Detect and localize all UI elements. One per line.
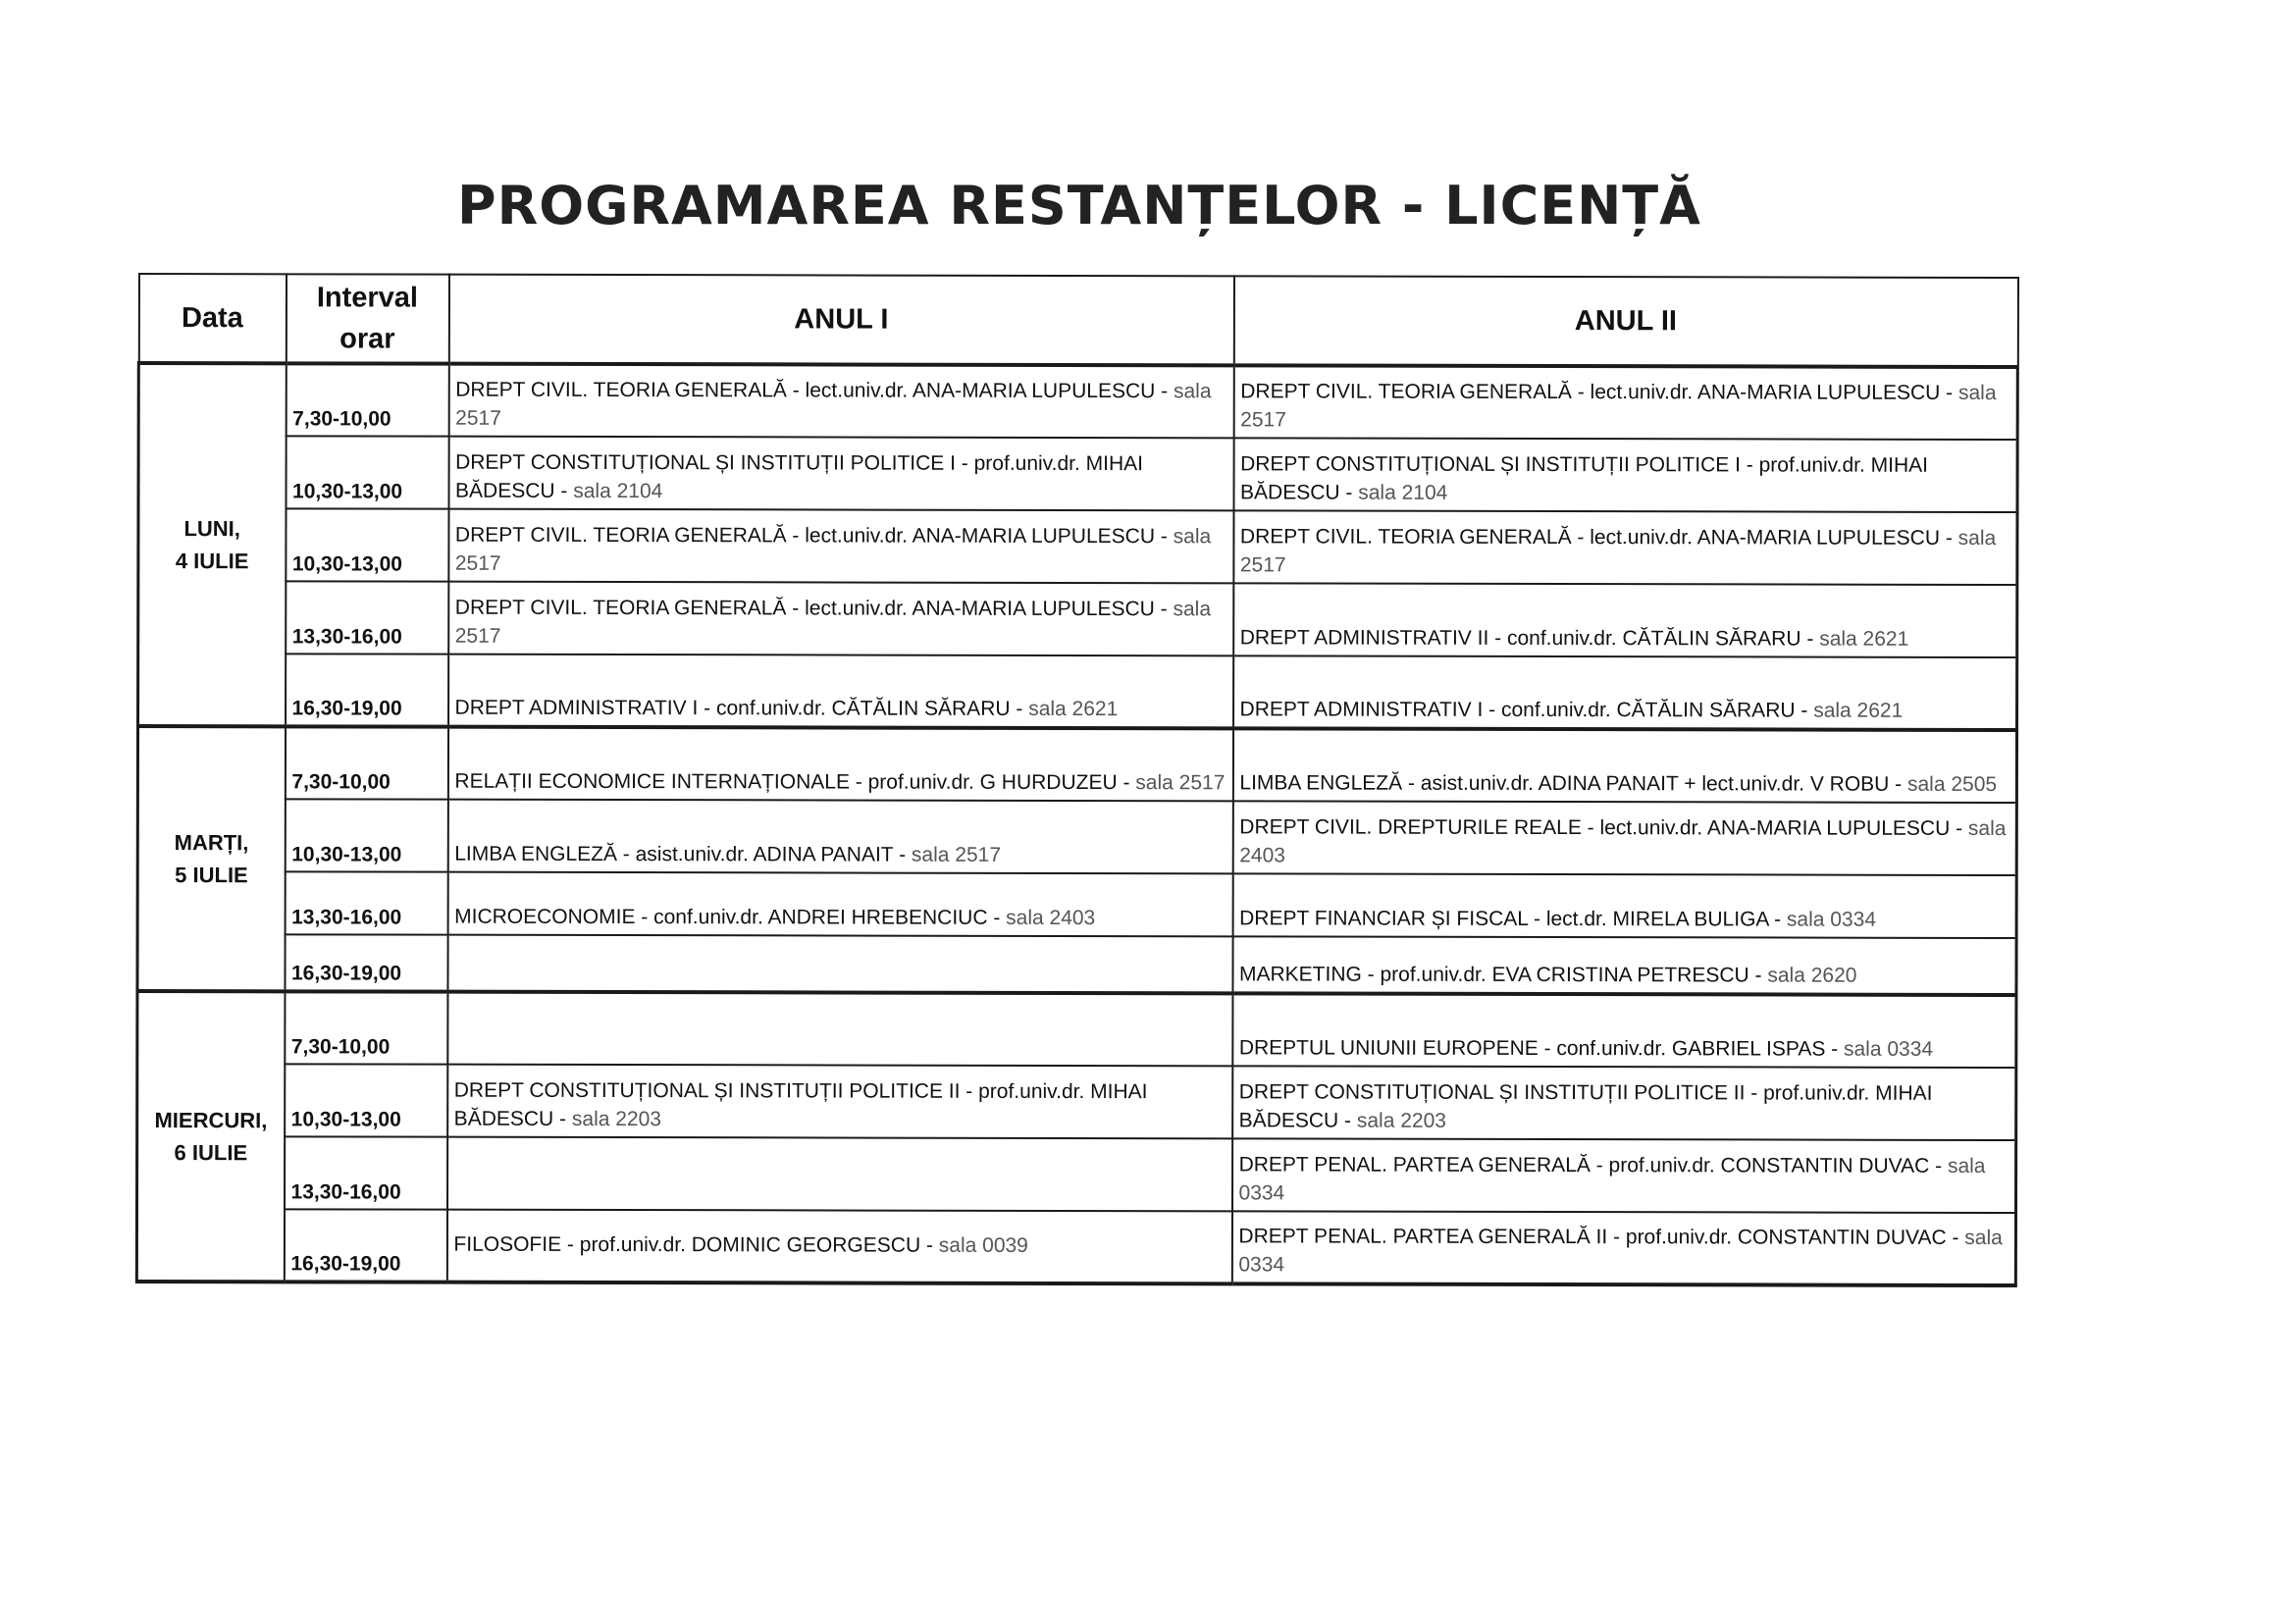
- course-year-2: [1231, 1211, 2015, 1285]
- date-cell: [137, 726, 286, 991]
- course-text: RELAȚII ECONOMICE INTERNAȚIONALE - prof.univ.dr. G HURDUZEU -: [454, 769, 1130, 795]
- course-year-2: [1232, 936, 2016, 995]
- room: sala 2517: [1240, 381, 1997, 432]
- course-year-1: [447, 800, 1232, 874]
- course-year-2: [1232, 993, 2016, 1068]
- header-year-1: ANUL I: [448, 275, 1233, 366]
- course-year-1: [447, 992, 1232, 1067]
- course-text: DREPT CIVIL. TEORIA GENERALĂ - lect.univ.dr. ANA-MARIA LUPULESCU -: [454, 523, 1168, 549]
- room: sala 2517: [1135, 771, 1226, 795]
- time-slot: 7,30-10,00: [285, 726, 447, 799]
- course-text: DREPT CIVIL. TEORIA GENERALĂ - lect.univ.dr. ANA-MARIA LUPULESCU -: [455, 378, 1169, 403]
- course-text: DREPT PENAL. PARTEA GENERALĂ II - prof.univ.dr. CONSTANTIN DUVAC -: [1238, 1225, 1959, 1249]
- course-year-1: [447, 727, 1232, 802]
- exam-schedule-table: [135, 273, 2019, 1287]
- table-row: [138, 508, 2017, 585]
- table-row: [137, 871, 2016, 938]
- course-year-1: [448, 509, 1233, 584]
- room: sala 2203: [1356, 1109, 1446, 1132]
- room: sala 2621: [1813, 699, 1904, 722]
- date-cell: [136, 991, 285, 1282]
- page-title: PROGRAMAREA RESTANȚELOR - LICENȚĂ: [457, 175, 1701, 236]
- day-group-tuesday: [137, 726, 2017, 995]
- course-year-2: [1233, 438, 2017, 512]
- day-label: MARȚI,: [174, 830, 249, 856]
- day-date: 6 IULIE: [174, 1140, 248, 1166]
- course-year-1: [447, 1065, 1232, 1139]
- table-header: [138, 274, 2017, 367]
- day-date: 4 IULIE: [175, 549, 249, 574]
- time-slot: 13,30-16,00: [286, 581, 448, 654]
- table-row: [137, 934, 2016, 995]
- room: sala 2621: [1819, 627, 1909, 651]
- course-text: DREPT ADMINISTRATIV II - conf.univ.dr. CĂTĂLIN SĂRARU -: [1239, 626, 1814, 651]
- course-text: DREPT CIVIL. DREPTURILE REALE - lect.univ.dr. ANA-MARIA LUPULESCU -: [1239, 815, 1963, 840]
- table-row: [137, 799, 2016, 875]
- course-text: FILOSOFIE - prof.univ.dr. DOMINIC GEORGESCU -: [453, 1232, 933, 1257]
- course-year-1: [448, 364, 1233, 439]
- course-year-2: [1231, 1138, 2015, 1213]
- course-text: DREPT ADMINISTRATIV I - conf.univ.dr. CĂTĂLIN SĂRARU -: [454, 696, 1023, 720]
- table-row: [138, 581, 2017, 657]
- date-cell: [138, 363, 287, 726]
- table-row: [138, 363, 2017, 440]
- day-label: LUNI,: [183, 516, 240, 542]
- course-year-1: [447, 1137, 1232, 1212]
- header-year-2: ANUL II: [1233, 276, 2017, 367]
- time-slot: 13,30-16,00: [285, 871, 447, 934]
- course-text: LIMBA ENGLEZĂ - asist.univ.dr. ADINA PANAIT -: [454, 842, 907, 866]
- room: sala 2403: [1006, 906, 1096, 930]
- time-slot: 13,30-16,00: [285, 1136, 447, 1209]
- day-date: 5 IULIE: [175, 863, 248, 888]
- time-slot: 16,30-19,00: [285, 934, 447, 991]
- room: sala 0334: [1238, 1154, 1986, 1205]
- day-group-wednesday: [136, 991, 2016, 1285]
- course-year-2: [1232, 728, 2016, 803]
- time-slot: 16,30-19,00: [286, 654, 448, 726]
- course-text: DREPT PENAL. PARTEA GENERALĂ - prof.univ.dr. CONSTANTIN DUVAC -: [1238, 1153, 1943, 1178]
- time-slot: 10,30-13,00: [285, 799, 447, 871]
- course-year-2: [1232, 801, 2016, 875]
- room: sala 0334: [1843, 1037, 1934, 1061]
- header-time-interval: Interval orar: [286, 274, 448, 363]
- room: sala 2104: [573, 479, 663, 503]
- room: sala 2517: [1239, 526, 1997, 577]
- room: sala 2620: [1767, 964, 1857, 987]
- room: sala 2403: [1239, 816, 2007, 867]
- room: sala 2517: [454, 525, 1212, 575]
- course-year-2: [1233, 583, 2017, 657]
- time-slot: 10,30-13,00: [286, 436, 448, 508]
- room: sala 2517: [454, 598, 1212, 648]
- course-text: DREPTUL UNIUNII EUROPENE - conf.univ.dr. GABRIEL ISPAS -: [1238, 1036, 1839, 1061]
- course-text: DREPT CIVIL. TEORIA GENERALĂ - lect.univ.dr. ANA-MARIA LUPULESCU -: [1239, 525, 1953, 550]
- course-year-1: [447, 935, 1232, 994]
- room: sala 2517: [455, 380, 1212, 430]
- course-year-1: [448, 654, 1233, 729]
- room: sala 2517: [911, 843, 1002, 866]
- course-text: DREPT CONSTITUȚIONAL ȘI INSTITUȚII POLITICE II - prof.univ.dr. MIHAI BĂDESCU -: [1238, 1080, 1933, 1132]
- table-row: [137, 991, 2016, 1068]
- course-year-1: [447, 872, 1232, 937]
- course-year-1: [446, 1210, 1231, 1284]
- table-row: [137, 1064, 2016, 1140]
- course-year-2: [1233, 510, 2017, 585]
- course-year-2: [1233, 655, 2017, 730]
- time-slot: 10,30-13,00: [285, 1064, 447, 1136]
- room: sala 0039: [938, 1233, 1028, 1257]
- course-text: DREPT CIVIL. TEORIA GENERALĂ - lect.univ.dr. ANA-MARIA LUPULESCU -: [454, 596, 1168, 621]
- course-text: LIMBA ENGLEZĂ - asist.univ.dr. ADINA PANAIT + lect.univ.dr. V ROBU -: [1239, 771, 1903, 796]
- table-row: [136, 1209, 2015, 1285]
- course-year-2: [1232, 1066, 2016, 1140]
- room: sala 2203: [571, 1107, 661, 1131]
- time-slot: 10,30-13,00: [286, 508, 448, 581]
- course-text: MICROECONOMIE - conf.univ.dr. ANDREI HREBENCIUC -: [454, 905, 1001, 929]
- table-row: [137, 726, 2016, 803]
- table-row: [138, 436, 2017, 512]
- room: sala 0334: [1786, 908, 1877, 931]
- table-row: [137, 1136, 2016, 1213]
- time-slot: 7,30-10,00: [285, 991, 447, 1064]
- course-text: DREPT CIVIL. TEORIA GENERALĂ - lect.univ.dr. ANA-MARIA LUPULESCU -: [1240, 380, 1954, 404]
- course-year-1: [448, 582, 1233, 656]
- header-date: Data: [138, 274, 286, 363]
- room: sala 2621: [1028, 697, 1119, 721]
- course-year-2: [1233, 365, 2017, 440]
- course-text: DREPT FINANCIAR ȘI FISCAL - lect.dr. MIRELA BULIGA -: [1239, 907, 1782, 931]
- time-slot: 7,30-10,00: [286, 363, 448, 436]
- course-text: DREPT CONSTITUȚIONAL ȘI INSTITUȚII POLITICE I - prof.univ.dr. MIHAI BĂDESCU -: [455, 450, 1144, 502]
- header-row: [138, 274, 2017, 367]
- time-slot: 16,30-19,00: [284, 1209, 446, 1282]
- day-label: MIERCURI,: [154, 1108, 268, 1133]
- course-text: DREPT CONSTITUȚIONAL ȘI INSTITUȚII POLITICE II - prof.univ.dr. MIHAI BĂDESCU -: [453, 1078, 1148, 1130]
- course-year-2: [1232, 873, 2016, 938]
- room: sala 2505: [1906, 772, 1998, 797]
- course-text: MARKETING - prof.univ.dr. EVA CRISTINA PETRESCU -: [1238, 963, 1762, 987]
- day-group-monday: [138, 363, 2018, 730]
- table-row: [138, 654, 2017, 730]
- course-text: DREPT ADMINISTRATIV I - conf.univ.dr. CĂTĂLIN SĂRARU -: [1239, 698, 1808, 722]
- course-text: DREPT CONSTITUȚIONAL ȘI INSTITUȚII POLITICE I - prof.univ.dr. MIHAI BĂDESCU -: [1240, 452, 1929, 504]
- course-year-1: [448, 437, 1233, 511]
- room: sala 0334: [1238, 1226, 2003, 1277]
- room: sala 2104: [1358, 481, 1448, 504]
